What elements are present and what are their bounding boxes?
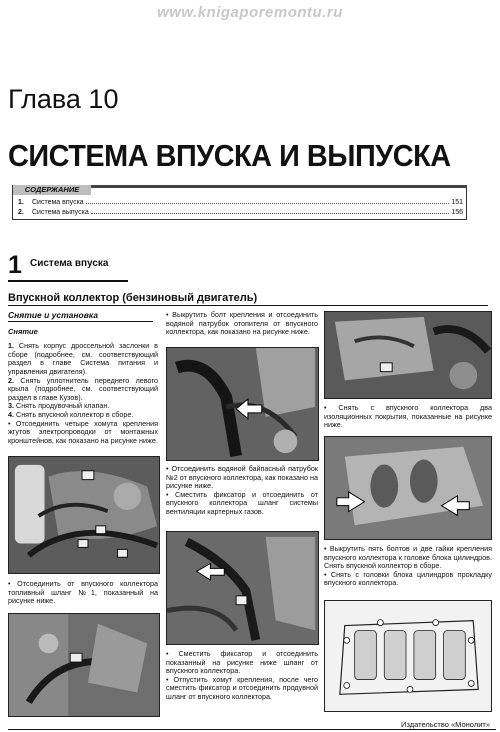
bullet-paragraph: • Снять с впускного коллектора два изоляционных покрытия, показанные на рисунке ниже. — [324, 403, 492, 430]
section-heading — [8, 252, 128, 278]
column-2 — [166, 311, 318, 337]
engine-photo-insulation-covers — [324, 311, 492, 399]
column-2-bottom — [166, 650, 318, 702]
section-divider — [8, 280, 128, 282]
bullet-paragraph: • Отсоединить четыре хомута крепления жгутов электропроводки от монтажных кронштейнов, как показано на рисунке ниже. — [8, 418, 158, 445]
engine-photo-manifold-bolts — [324, 436, 492, 540]
toc-item-label: Система впуска — [32, 199, 84, 206]
manifold-diagram — [324, 600, 492, 712]
step-paragraph: 1. Снять корпус дроссельной заслонки в сборе (подробнее, см. соответствующий раздел в главе Система питания и управления двигателя). — [8, 341, 158, 376]
bullet-paragraph: • Отсоединить водяной байпасный патрубок №2 от впускного коллектора, как показано на рисунке ниже. — [166, 464, 318, 491]
section-title: Система впуска — [30, 258, 109, 269]
publisher-credit: Издательство «Монолит» — [401, 720, 490, 729]
table-of-contents — [12, 185, 467, 220]
toc-item-page: 151 — [451, 199, 463, 206]
column-3-mid — [324, 545, 492, 588]
engine-photo-heater-pipe — [166, 347, 319, 461]
bullet-paragraph: • Сместить фиксатор и отсоединить показанный на рисунке ниже шланг от впускного коллектора. — [166, 649, 318, 676]
subsection-heading: Впускной коллектор (бензиновый двигатель) — [8, 292, 488, 306]
column-1 — [8, 311, 158, 445]
toc-header: СОДЕРЖАНИЕ — [13, 185, 91, 195]
procedure-subheading: Снятие — [8, 326, 38, 336]
bullet-paragraph: • Сместить фиксатор и отсоединить от впускного коллектора шланг системы вентиляции картерных газов. — [166, 489, 318, 516]
procedure-heading: Снятие и установка — [8, 311, 153, 322]
column-1-bottom — [8, 580, 158, 606]
step-paragraph: 4. Снять впускной коллектор в сборе. — [8, 409, 134, 419]
toc-item-number: 2. — [18, 209, 24, 216]
step-paragraph: 2. Снять уплотнитель переднего левого крыла (подробнее, см. соответствующий раздел в главе Кузов). — [8, 375, 158, 402]
toc-leader — [91, 209, 450, 214]
toc-item-number: 1. — [18, 199, 24, 206]
column-3-top — [324, 404, 492, 430]
engine-photo-harness-clamps — [8, 456, 160, 574]
bullet-paragraph: • Выкрутить пять болтов и две гайки крепления впускного коллектора к головке блока цилиндров. Снять впускной коллектор в сборе. — [324, 544, 492, 571]
toc-item[interactable] — [18, 199, 463, 206]
bullet-paragraph: • Отпустить хомут крепления, после чего сместить фиксатор и отсоединить продувной шланг от впускного коллектора. — [166, 674, 318, 701]
toc-leader — [86, 199, 450, 204]
bullet-paragraph: • Отсоединить от впускного коллектора топливный шланг №1, показанный на рисунке ниже. — [8, 579, 158, 606]
bullet-paragraph: • Выкрутить болт крепления и отсоединить водяной патрубок отопителя от впускного коллектора, как показано на рисунке ниже. — [166, 310, 318, 337]
footer-divider — [8, 729, 496, 730]
column-2-mid — [166, 465, 318, 517]
step-paragraph: 3. Снять продувочный клапан. — [8, 401, 110, 411]
page-title: СИСТЕМА ВПУСКА И ВЫПУСКА — [8, 138, 451, 173]
toc-item-label: Система выпуска — [32, 209, 89, 216]
engine-photo-pcv-hose — [166, 531, 319, 645]
section-number: 1 — [8, 251, 22, 279]
toc-item-page: 156 — [451, 209, 463, 216]
chapter-heading: Глава 10 — [8, 84, 119, 114]
watermark: www.knigaporemontu.ru — [157, 4, 343, 21]
toc-item[interactable] — [18, 209, 463, 216]
engine-photo-fuel-hose — [8, 613, 160, 717]
bullet-paragraph: • Снять с головки блока цилиндров прокладку впускного коллектора. — [324, 569, 492, 588]
